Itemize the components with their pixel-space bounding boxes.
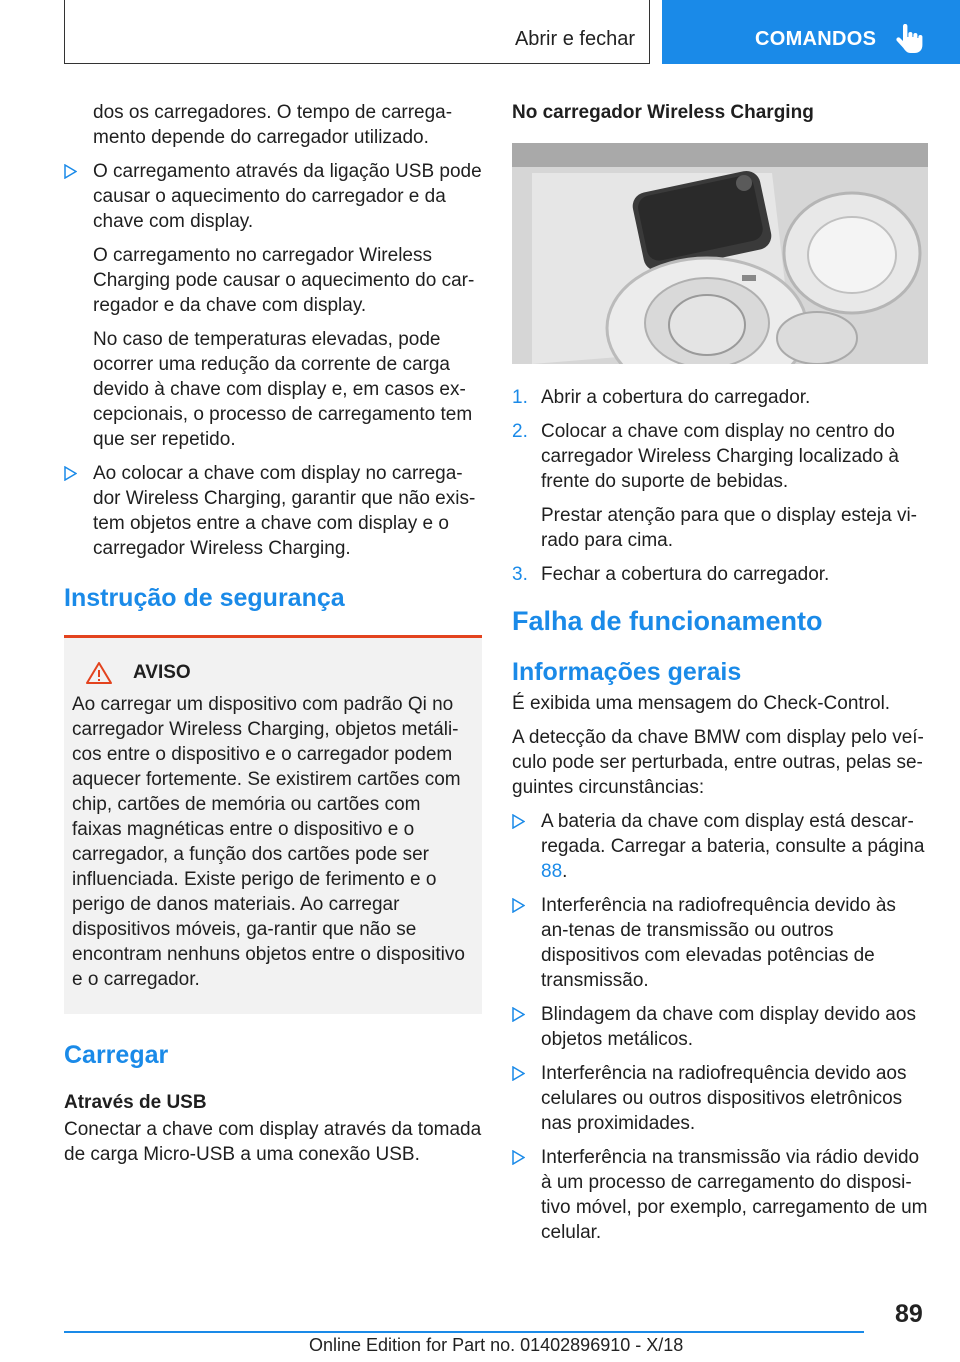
step-item — [512, 419, 928, 494]
list-item-text-end: . — [562, 861, 568, 882]
list-item-text: O carregamento através da ligação USB pode causar o aquecimento do carregador e da chave com display. — [93, 161, 482, 232]
warning-title: AVISO — [133, 662, 191, 683]
warning-box — [64, 635, 482, 1014]
right-column — [512, 100, 928, 1254]
triangle-bullet-icon — [512, 814, 525, 829]
chapter-tab-label: COMANDOS — [755, 28, 877, 50]
warning-triangle-icon — [85, 661, 113, 685]
list-item — [512, 1061, 928, 1136]
list-item — [64, 159, 482, 234]
triangle-bullet-icon — [512, 1007, 525, 1022]
step-item — [512, 562, 928, 587]
list-item-text: Ao colocar a chave com display no carrega-dor Wireless Charging, garantir que não exis-tem objetos entre a chave com display e o carregador Wireless Charging. — [93, 463, 476, 559]
warning-header — [72, 660, 472, 685]
list-item — [64, 461, 482, 561]
step-item — [512, 385, 928, 410]
step-text: Abrir a cobertura do carregador. — [541, 387, 811, 408]
list-item — [512, 809, 928, 884]
chapter-tab[interactable] — [662, 0, 960, 64]
list-item-text: Blindagem da chave com display devido aos objetos metálicos. — [541, 1004, 916, 1050]
footer-edition: Online Edition for Part no. 01402896910 - X/18 — [309, 1335, 684, 1355]
list-item — [512, 1002, 928, 1052]
heading-fault: Falha de funcionamento — [512, 606, 823, 636]
list-item-text: Interferência na radiofrequência devido aos celulares ou outros dispositivos eletrônicos nas proximidades. — [541, 1063, 907, 1134]
paragraph: Conectar a chave com display através da tomada de carga Micro-USB a uma conexão USB. — [64, 1119, 482, 1165]
paragraph: O carregamento no carregador Wireless Charging pode causar o aquecimento do car-regador e da chave com display. — [93, 245, 475, 316]
step-text: Colocar a chave com display no centro do carregador Wireless Charging localizado à frente do suporte de bebidas. — [541, 421, 900, 492]
hand-pointer-icon — [895, 24, 923, 54]
heading-usb: Através de USB — [64, 1092, 207, 1113]
step-number: 2. — [512, 421, 528, 442]
list-item — [512, 1145, 928, 1245]
triangle-bullet-icon — [512, 898, 525, 913]
header-frame — [64, 0, 650, 64]
triangle-bullet-icon — [64, 466, 77, 481]
heading-wireless: No carregador Wireless Charging — [512, 102, 814, 123]
section-title: Abrir e fechar — [514, 28, 635, 50]
paragraph: No caso de temperaturas elevadas, pode ocorrer uma redução da corrente de carga devido à chave com display e, em casos ex-cepcionais, o processo de carregamento tem que ser repetido. — [93, 329, 473, 450]
page-link[interactable]: 88 — [541, 861, 563, 882]
list-item — [512, 893, 928, 993]
step-note: Prestar atenção para que o display esteja vi-rado para cima. — [541, 505, 917, 551]
warning-text: Ao carregar um dispositivo com padrão Qi no carregador Wireless Charging, objetos metáli-cos entre o dispositivo e o carregador podem aquecer fortemente. Se existirem cartões com chip, cartões de memória ou cartões com faixas magnéticas entre o dispositivo e o carregador, a função dos cartões pode ser influenciada. Existe perigo de ferimento e o perigo de danos materiais. Ao carregar dispositivos móveis, ga-rantir que não se encontram nenhuns objetos entre o dispositivo e o carregador. — [72, 694, 465, 990]
step-text: Fechar a cobertura do carregador. — [541, 564, 830, 585]
step-number: 1. — [512, 387, 528, 408]
paragraph: dos os carregadores. O tempo de carrega-mento depende do carregador utilizado. — [93, 102, 453, 148]
triangle-bullet-icon — [512, 1066, 525, 1081]
triangle-bullet-icon — [512, 1150, 525, 1165]
paragraph: É exibida uma mensagem do Check-Control. — [512, 693, 891, 714]
list-item-text: Interferência na radiofrequência devido às an-tenas de transmissão ou outros dispositivos com elevadas potências de transmissão. — [541, 895, 896, 991]
footer-divider — [64, 1331, 864, 1333]
list-item-text: Interferência na transmissão via rádio devido à um processo de carregamento do disposi-tivo móvel, por exemplo, carregamento de um celular. — [541, 1147, 928, 1243]
heading-general: Informações gerais — [512, 658, 742, 686]
heading-safety: Instrução de segurança — [64, 584, 345, 612]
heading-charge: Carregar — [64, 1041, 169, 1069]
left-column — [64, 100, 482, 1176]
step-number: 3. — [512, 564, 528, 585]
page-number: 89 — [895, 1300, 923, 1328]
wireless-charger-photo — [512, 143, 928, 364]
paragraph: A detecção da chave BMW com display pelo veí-culo pode ser perturbada, entre outras, pelas se-guintes circunstâncias: — [512, 727, 924, 798]
list-item-text: A bateria da chave com display está descar-regada. Carregar a bateria, consulte a página — [541, 811, 925, 857]
triangle-bullet-icon — [64, 164, 77, 179]
